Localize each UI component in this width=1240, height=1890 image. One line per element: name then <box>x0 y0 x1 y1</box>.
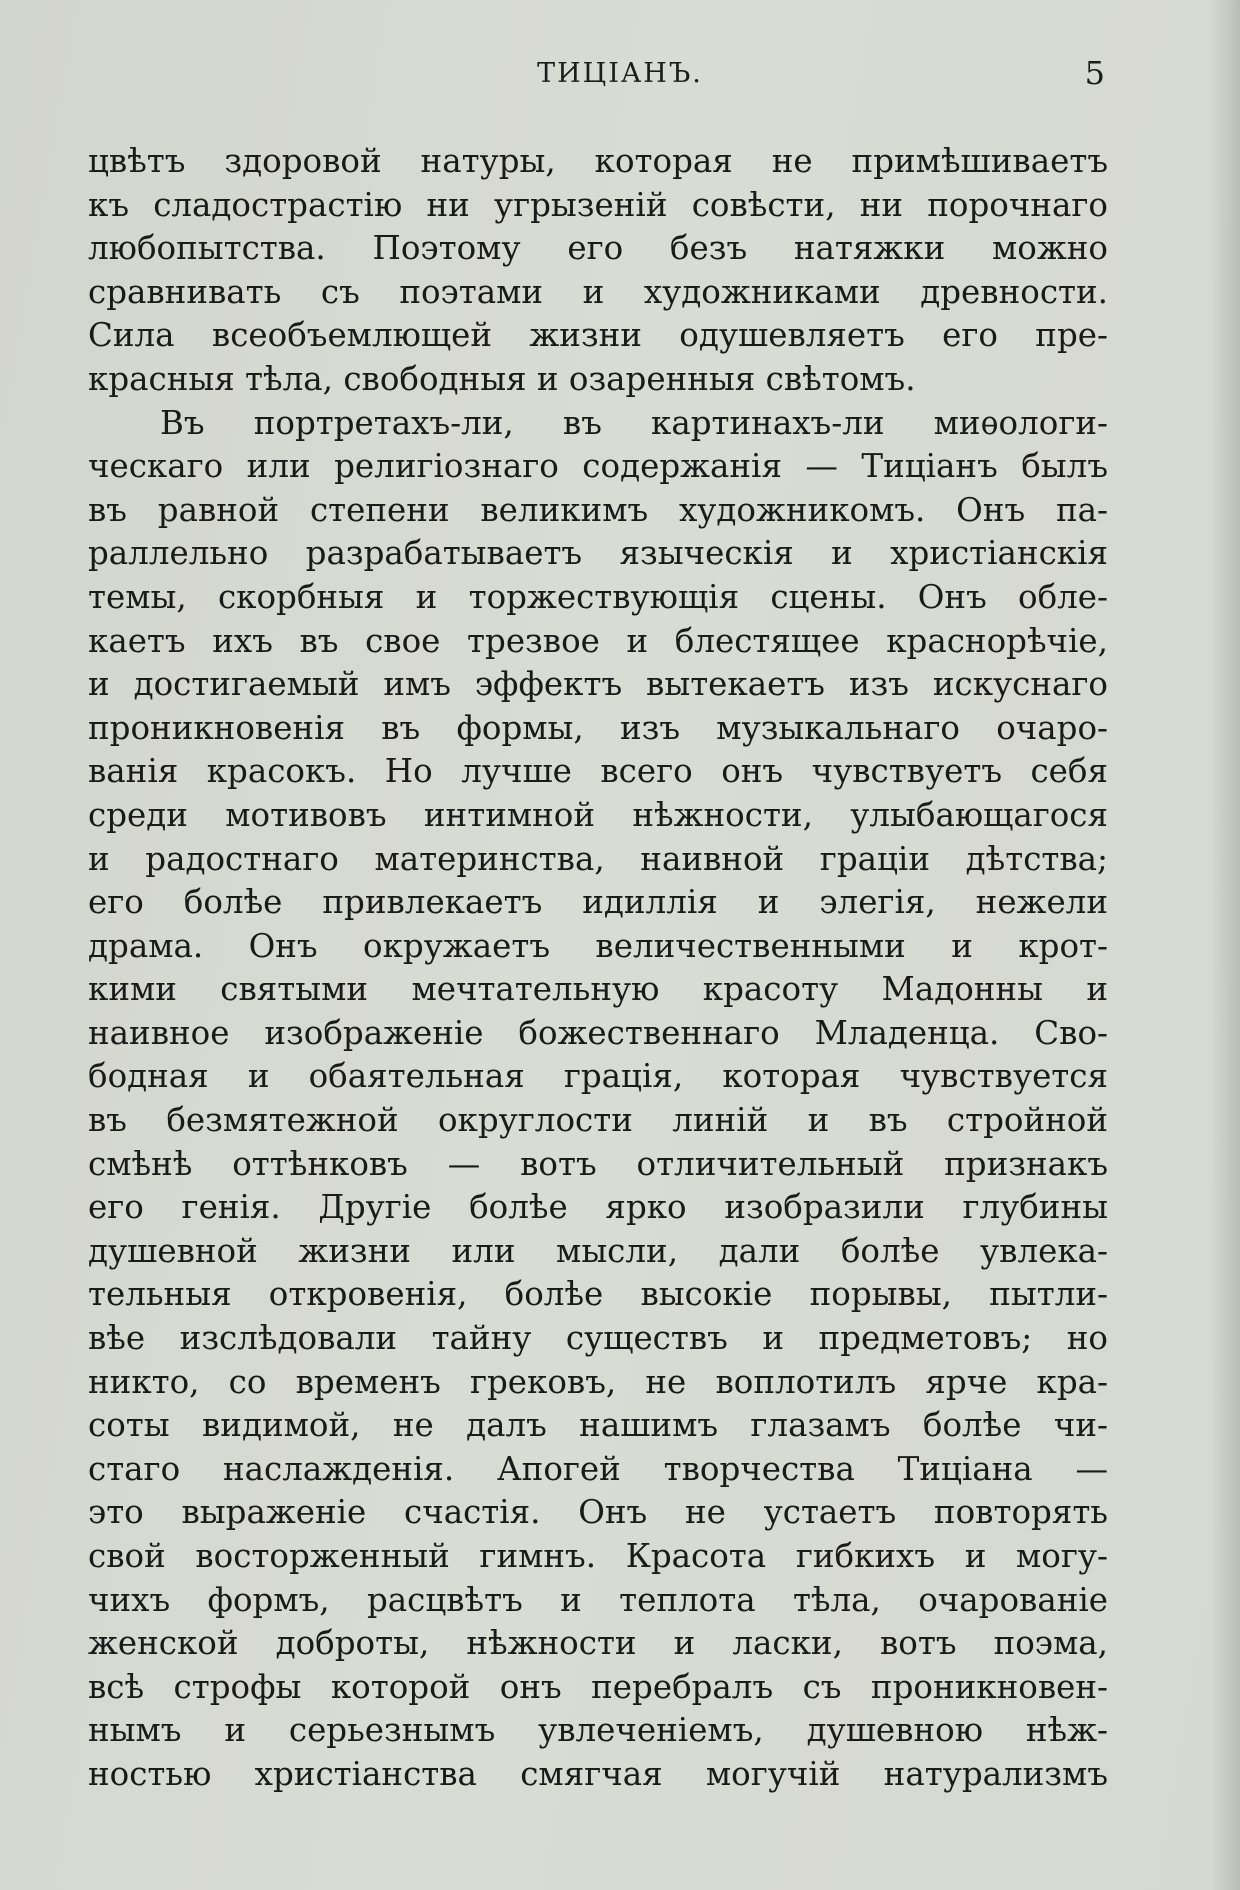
text-line: тельныя откровенiя, болѣе высокiе порывы, пытли- <box>88 1275 1108 1314</box>
text-line: ческаго или религiознаго содержанiя — Тицiанъ былъ <box>88 447 1108 486</box>
text-line: сравнивать съ поэтами и художниками древности. <box>88 272 1108 311</box>
running-title: ТИЦIАНЪ. <box>537 58 703 89</box>
text-line: смѣнѣ оттѣнковъ — вотъ отличительный признакъ <box>88 1144 1108 1183</box>
text-line: Сила всеобъемлющей жизни одушевляетъ его пре- <box>88 316 1108 355</box>
text-line: вѣе изслѣдовали тайну существъ и предметовъ; но <box>88 1319 1108 1358</box>
text-line: драма. Онъ окружаетъ величественными и крот- <box>88 926 1108 965</box>
text-line: душевной жизни или мысли, дали болѣе увлека- <box>88 1231 1108 1270</box>
text-line: среди мотивовъ интимной нѣжности, улыбающагося <box>88 795 1108 834</box>
text-line: соты видимой, не далъ нашимъ глазамъ болѣе чи- <box>88 1406 1108 1445</box>
text-line: въ равной степени великимъ художникомъ. Онъ па- <box>88 490 1108 529</box>
text-line: свой восторженный гимнъ. Красота гибкихъ и могу- <box>88 1537 1108 1575</box>
text-line: любопытства. Поэтому его безъ натяжки можно <box>88 229 1108 268</box>
text-line: его генiя. Другiе болѣе ярко изобразили глубины <box>88 1188 1108 1227</box>
text-line: нымъ и серьезнымъ увлеченiемъ, душевною нѣж- <box>88 1711 1108 1750</box>
text-line: кими святыми мечтательную красоту Мадонны и <box>88 970 1108 1009</box>
text-line: ностью христiанства смягчая могучiй натурализмъ <box>88 1754 1108 1793</box>
text-line: это выраженiе счастiя. Онъ не устаетъ повторять <box>88 1493 1108 1532</box>
body-text <box>88 140 1108 1797</box>
text-line: проникновенiя въ формы, изъ музыкальнаго очаро- <box>88 708 1108 747</box>
text-line: Въ портретахъ-ли, въ картинахъ-ли миѳологи- <box>160 403 1108 442</box>
text-line: въ безмятежной округлости линiй и въ стройной <box>88 1101 1108 1140</box>
text-line: женской доброты, нѣжности и ласки, вотъ поэма, <box>88 1624 1108 1663</box>
text-line: всѣ строфы которой онъ перебралъ съ проникновен- <box>88 1667 1108 1706</box>
text-line: и достигаемый имъ эффектъ вытекаетъ изъ искуснаго <box>88 665 1108 704</box>
text-line: чихъ формъ, расцвѣтъ и теплота тѣла, очарованiе <box>88 1580 1108 1619</box>
text-line: его болѣе привлекаетъ идиллiя и элегiя, нежели <box>88 883 1108 922</box>
text-line: цвѣтъ здоровой натуры, которая не примѣшиваетъ <box>88 142 1108 180</box>
text-line: красныя тѣла, свободныя и озаренныя свѣтомъ. <box>88 359 916 398</box>
text-line: ванiя красокъ. Но лучше всего онъ чувствуетъ себя <box>88 752 1108 791</box>
text-line: стаго наслажденiя. Апогей творчества Тицiана — <box>88 1449 1108 1488</box>
text-line: темы, скорбныя и торжествующiя сцены. Онъ обле- <box>88 577 1108 616</box>
text-line: къ сладострастiю ни угрызенiй совѣсти, ни порочнаго <box>88 185 1108 224</box>
text-line: бодная и обаятельная грацiя, которая чувствуется <box>88 1057 1108 1096</box>
text-line: каетъ ихъ въ свое трезвое и блестящее краснорѣчiе, <box>88 621 1108 660</box>
text-line: и радостнаго материнства, наивной грацiи дѣтства; <box>88 839 1108 878</box>
text-line: раллельно разрабатываетъ языческiя и христiанскiя <box>88 534 1108 573</box>
page-number: 5 <box>1084 54 1105 92</box>
text-line: наивное изображенiе божественнаго Младенца. Сво- <box>88 1013 1108 1052</box>
running-head <box>0 54 1240 98</box>
text-line: никто, со временъ грековъ, не воплотилъ ярче кра- <box>88 1362 1108 1401</box>
